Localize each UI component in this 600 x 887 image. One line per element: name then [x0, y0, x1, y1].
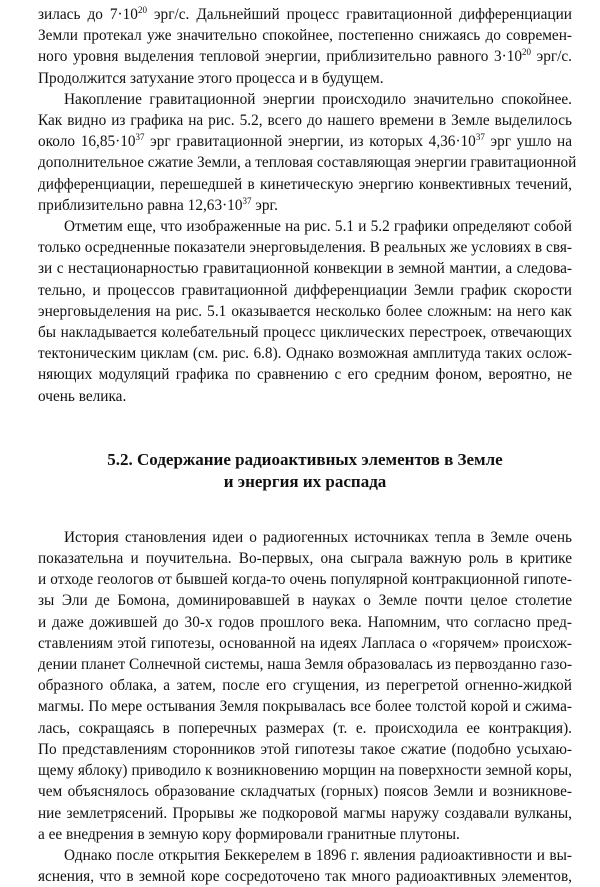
text-line: зилась до $7\cdot 10^{20}$ эрг/с. Дальнейший процесс гравитационной дифференциации — [38, 5, 572, 23]
paragraph-1 — [38, 4, 572, 89]
text-line: ного уровня выделения тепловой энергии, приблизительно равного $3\cdot 10^{20}$ эрг/с. — [38, 47, 572, 66]
text-line: Отметим еще, что изображенные на рис. 5.1 и 5.2 графики определяют собой — [64, 218, 572, 236]
text-line: дении планет Солнечной системы, наша Земля образовалась из первозданно газо- — [38, 656, 573, 674]
text-line: а ее внедрения в земную кору формировали гранитные плутоны. — [38, 825, 460, 843]
text-line: лась, сокращаясь в поперечных размерах (т. е. происходила ее контракция). — [38, 719, 572, 737]
text-line: приблизительно равна $12,63\cdot 10^{37}$ эрг. — [38, 195, 278, 214]
text-line: Как видно из графика на рис. 5.2, всего до нашего времени в Земле выделилось — [38, 112, 572, 130]
section-heading — [38, 449, 572, 493]
text-line: зы Эли де Бомона, доминировавшей в науках о Земле почти целое столетие — [38, 592, 572, 610]
text-line: очень велика. — [38, 387, 127, 405]
text-line: около $16,85\cdot 10^{37}$ эрг гравитационной энергии, из которых $4,36\cdot 10^{37}$ эрг ушло на — [38, 132, 572, 151]
text-line: тельно, и процессов гравитационной дифференциации Земли график скорости — [38, 281, 572, 299]
text-line: и отходе геологов от бывшей когда-то очень популярной контракционной гипоте- — [38, 571, 572, 589]
text-line: ставлениям этой гипотезы, основанной на идеях Лапласа о «горячем» происхож- — [38, 634, 572, 652]
text-line: Однако после открытия Беккерелем в 1896 г. явления радиоактивности и вы- — [64, 846, 572, 864]
text-line: зи с нестационарностью гравитационной конвекции в земной мантии, а следова- — [38, 260, 572, 278]
text-line: няющих модуляций графика по сравнению с его средним фоном, вероятно, не — [38, 366, 572, 384]
paragraph-2 — [38, 89, 577, 216]
text-line: чем объяснялось образование складчатых (горных) поясов Земли и возникнове- — [38, 783, 572, 801]
section-heading-line-1: 5.2. Содержание радиоактивных элементов в Земле — [107, 449, 503, 469]
text-line: История становления идеи о радиогенных источниках тепла в Земле очень — [64, 528, 572, 546]
paragraph-4 — [38, 527, 572, 845]
text-line: только осредненные показатели энерговыделения. В реальных же условиях в свя- — [38, 239, 572, 257]
text-line: Земли протекал уже значительно спокойнее, постепенно снижаясь до современ- — [38, 27, 572, 45]
paragraph-5 — [38, 845, 572, 887]
text-line: энерговыделения на рис. 5.1 оказывается несколько более сложным: на него как — [38, 302, 572, 320]
text-line: Накопление гравитационной энергии происходило значительно спокойнее. — [64, 90, 572, 108]
document-page — [38, 4, 577, 887]
text-line: щему яблоку) приводило к возникновению морщин на поверхности земной коры, — [38, 762, 572, 780]
text-line: дифференциации, перешедшей в кинетическую энергию конвективных течений, — [38, 175, 572, 193]
text-line: По представлениям сторонников этой гипотезы такое сжатие (подобно усыхаю- — [38, 740, 572, 758]
text-line: дополнительное сжатие Земли, а тепловая составляющая энергии гравитационной — [38, 154, 577, 172]
text-line: тектоническим циклам (см. рис. 6.8). Однако возможная амплитуда таких ослож- — [38, 345, 572, 363]
text-line: показательна и поучительна. Во-первых, она сыграла важную роль в критике — [38, 550, 572, 568]
section-heading-line-2: и энергия их распада — [223, 471, 387, 491]
text-line: ние землетрясений. Прорывы же подкоровой магмы наружу создавали вулканы, — [38, 804, 572, 822]
text-line: Продолжится затухание этого процесса и в будущем. — [38, 69, 384, 87]
text-line: образного облака, а затем, после его сгущения, из перегретой огненно-жидкой — [38, 677, 572, 695]
text-line: яснения, что в земной коре сосредоточено так много радиоактивных элементов, — [38, 868, 572, 886]
text-line: магмы. По мере остывания Земля покрывалась все более толстой корой и сжима- — [38, 698, 572, 716]
text-line: бы накладывается колебательный процесс циклических перестроек, отвечающих — [38, 324, 572, 342]
paragraph-3 — [38, 216, 572, 407]
text-line: и даже дожившей до 30-х годов прошлого века. Напомним, что согласно пред- — [38, 613, 572, 631]
